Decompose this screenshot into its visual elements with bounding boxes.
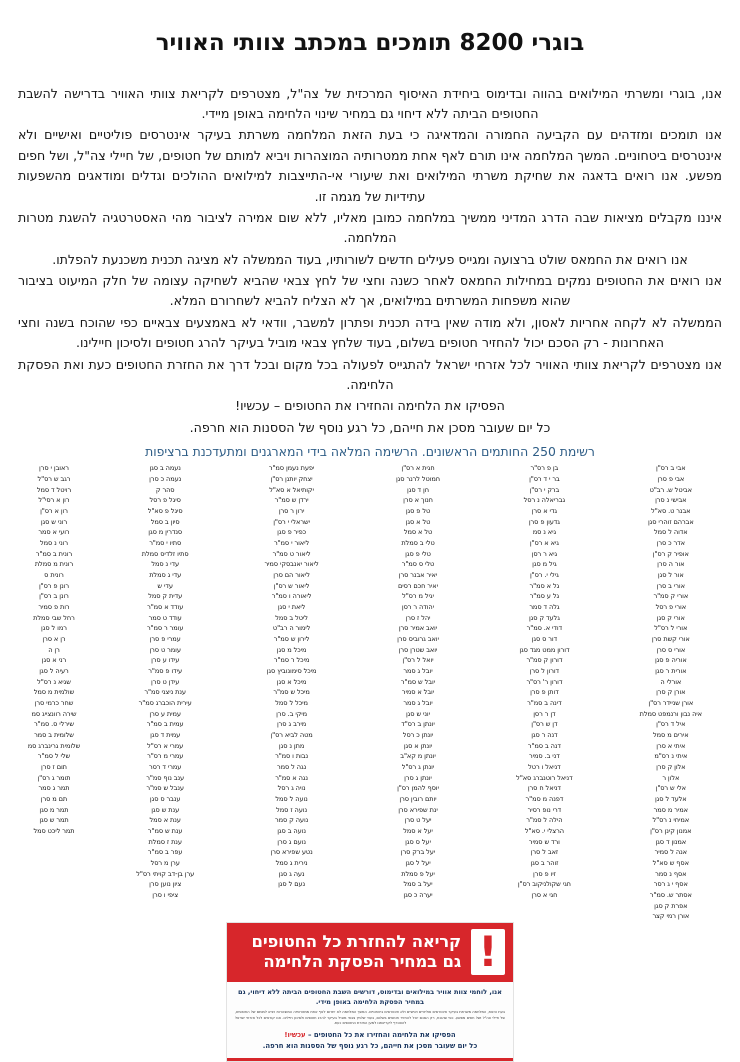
signer-name: נועה ל סמל	[275, 795, 308, 804]
signer-name: נירית ג סמל	[275, 859, 308, 868]
signer-name: נויה ג רסל	[277, 784, 306, 793]
signer-name: דפנה מ סמ"ר	[525, 795, 564, 804]
signer-name: מיכל א סגן	[276, 677, 307, 686]
signers-column	[355, 463, 481, 901]
signer-name: אסף ש סא"ל	[652, 859, 689, 868]
signer-name: חן ד סגן	[407, 485, 429, 494]
signer-name: דני ב. סמיר	[529, 752, 560, 761]
signer-name: אורית ר סגן	[655, 666, 687, 675]
signers-column	[481, 463, 607, 901]
signer-name: יואב אמיר סרן	[398, 624, 438, 633]
signer-name: שלומית גרינברג סמ	[27, 741, 81, 750]
signer-name: נגה ל סמר	[276, 763, 307, 772]
signer-name: רוני נ סמל	[39, 538, 68, 547]
signer-name: עמרי ד רסר	[149, 763, 182, 772]
document-page	[0, 15, 740, 1062]
signer-name: עמית ב סמ"ר	[146, 720, 184, 729]
signer-name: מיכל ר סמ"ר	[273, 656, 310, 665]
signer-name: ליאורה ו סמ"ר	[271, 592, 312, 601]
signer-name: ענבל ש סמ"ר	[146, 784, 184, 793]
signer-name: לימור ה רב"ט	[272, 624, 311, 633]
signer-name: אורן שניידר רס"ן	[648, 698, 694, 707]
poster-headline-bar	[227, 923, 513, 982]
signer-name: יונתן ב רס"ד	[401, 720, 435, 729]
signer-name: אורן ק סרן	[656, 688, 686, 697]
signer-name: מתן נ סגן	[278, 741, 305, 750]
signer-name: ענת ש סגן	[151, 805, 180, 814]
signer-name: סיון ב סמל	[150, 517, 180, 526]
signer-name: יערה כ סגן	[403, 891, 433, 900]
signer-name: רונית מ סמלת	[34, 560, 74, 569]
signer-name: ענבר ס סגן	[149, 795, 181, 804]
signer-name: איה נבון ורנמפט סמלת	[639, 709, 702, 718]
signers-column	[608, 463, 734, 922]
signers-column	[6, 463, 102, 837]
signer-name: יפעת נעמן סמ"ר	[268, 464, 315, 473]
signer-name: נועם ג סרן	[277, 837, 306, 846]
signer-name: יצחק יותנן רס"ן	[270, 474, 313, 483]
signer-name: אורי קשת סרן	[651, 634, 690, 643]
signer-name: סתיו י סמ"ר	[149, 538, 182, 547]
signer-name: טלי פ סגן	[405, 549, 431, 558]
letter-paragraph: אנו תומכים ומזדהים עם הקביעה החמורה והמדאיגה כי בעת הזאת המלחמה משרתת בעיקר אינטרסים פוליטיים ואישיים ולא אינטרסים ביטחוניים. המשך המלחמה אינו תורם לאף אחת ממטרותיה המוצהרות ויביא למותם של חטופים, של חיילי צה"ל, ושל חפים מפשע. אנו רואים בדאגה את שחיקת משרתי המילואים ואת שיעורי אי-התייצבות למילואים ההולכים וגדלים ומודאגים מהשפעות עתידיות של מגמה זו.	[18, 127, 722, 204]
signer-name: זיו פ סרן	[533, 869, 556, 878]
signer-name: אלון ר	[662, 773, 680, 782]
signer-name: יהל ז סרן	[405, 613, 431, 622]
letter-paragraph: אנו רואים את החטופים נמקים במחילות החמאס לאחר כשנה וחצי של לחץ צבאי שהביא לשחיקה עצומה של חלק המיעוט בציבור שהוא משפחות המשרתים במילואים, אך לא הצליח להביא לשחרורם המלא.	[18, 273, 722, 309]
signer-name: תום ז סרן	[41, 763, 67, 772]
signer-name: אבי ב רס"ן	[656, 464, 686, 473]
signer-name: יונתן ג סרן	[404, 773, 432, 782]
signers-column	[102, 463, 228, 901]
signer-name: עומר ר סמ"ר	[146, 624, 184, 633]
signer-name: דניאל ח סרן	[527, 784, 561, 793]
signer-name: שחר כרמי סרן	[34, 698, 74, 707]
signer-name: דינה ב סמ"ר	[527, 698, 562, 707]
signer-name: עומר ט סרן	[149, 645, 181, 654]
signer-name: שלי ל סמ"ר	[37, 752, 71, 761]
signer-name: ליאת י סגן	[277, 602, 306, 611]
signer-name: יאיר אבנר סרן	[398, 570, 438, 579]
signer-name: עמרי מ רס"ר	[147, 752, 184, 761]
signer-name: רונן ב רס"ן	[39, 592, 69, 601]
signer-name: נעם ל סגן	[278, 880, 306, 889]
signer-name: יעל ל סגן	[405, 859, 431, 868]
signer-name: אור ה סרן	[657, 560, 685, 569]
signer-name: יקותיאל א סא"ל	[269, 485, 314, 494]
signer-name: עפר ב סמ"ר	[147, 848, 183, 857]
signer-name: ערן בן-דב קויתי רס"ל	[136, 869, 195, 878]
signer-name: רונן פ רס"ן	[38, 581, 69, 590]
signer-name: דניאל רוטנברג סא"ל	[516, 773, 573, 782]
signer-name: טל א סגן	[405, 517, 431, 526]
signer-name: אורלי ה	[660, 677, 682, 686]
signer-name: עדי ג סמלת	[149, 570, 182, 579]
poster-lead-text: אנו, לוחמי צוות אוויר במילואים ובדימוס, דורשים השבת החטופים הביתה ללא דיחוי, גם במחיר הפסקת הלחימה באופן מידי.	[238, 987, 502, 1006]
signer-name: אורן רמי קצר	[652, 912, 690, 921]
letter-paragraph: הממשלה לא לקחה אחריות לאסון, ולא מודה שאין בידה תכנית ופתרון למשבר, וודאי לא באמצעים צבאיים כפי שהוכח בשנה וחצי האחרונות - רק הסכם יכול להחזיר חטופים בשלום, בעוד שלחץ צבאי מוביל בעיקר להרג חטופים ולסיכון חיילינו.	[18, 314, 722, 351]
signer-name: רונית ב סמ"ר	[35, 549, 73, 558]
signer-name: תמר ליכט סמל	[33, 827, 75, 836]
signer-name: גיא נ סמ	[532, 528, 557, 537]
signer-name: יעל א סמל	[403, 827, 433, 836]
signer-name: אורי ל רס"ל	[654, 624, 688, 633]
signer-name: אמיחי נ רס"ל	[652, 816, 690, 825]
signer-name: מיקי ב. סרן	[276, 709, 308, 718]
signer-name: יואב גרוביס סרן	[397, 634, 439, 643]
poster-banner	[226, 922, 514, 1062]
signer-name: ענת א סמל	[149, 816, 181, 825]
signer-name: יאיר חכם רסים	[397, 581, 438, 590]
signer-name: רון א רסי"ל	[38, 496, 70, 505]
signer-name: דורון ק סמ"ר	[526, 656, 563, 665]
signer-name: רוני ש סגן	[40, 517, 68, 526]
signer-name: בר י ד רס"ן	[529, 474, 560, 483]
poster-bottom-strip	[227, 1058, 513, 1061]
signer-name: דן ר רסן	[533, 709, 556, 718]
signer-name: יוני ש סגן	[405, 709, 430, 718]
signer-name: יעל פ סמלת	[401, 869, 435, 878]
signer-name: עידן ט סרן	[151, 677, 180, 686]
signer-name: דור ס סגן	[531, 634, 558, 643]
poster-cta-line-2: כל יום שעובר מסכן את חייהם, כל רגע נוסף של הססנות הוא חרפה.	[262, 1041, 478, 1050]
signer-name: אורי פ רסל	[655, 602, 687, 611]
signer-name: איתי נ רס"מ	[654, 752, 688, 761]
signer-name: דרי נופ רסיר	[527, 805, 562, 814]
signer-name: סהר ק	[155, 485, 175, 494]
signer-name: יעל ב סמל	[403, 880, 433, 889]
signer-name: רני א סגן	[41, 656, 67, 665]
signer-name: גל ע סמ"ר	[529, 592, 560, 601]
signer-name: תומר ג רס"ן	[37, 773, 71, 782]
poster-cta-accent: עכשיו!	[284, 1031, 306, 1039]
signer-name: נועה ז סמל	[276, 805, 307, 814]
signer-name: אבי פ סרן	[657, 474, 685, 483]
signer-name: רויטל ד סמל	[36, 485, 72, 494]
signer-name: יואב שטרן סרן	[398, 645, 438, 654]
signer-name: חנוך א סרן	[403, 496, 433, 505]
signer-name: אופיר ק רס"ן	[652, 549, 689, 558]
signer-name: הרצלי י. סא"ל	[524, 827, 564, 836]
signer-name: ציפי ו סרן	[152, 891, 179, 900]
signer-name: מיכל ל סמל	[275, 698, 308, 707]
signer-name: אדר כ סרן	[656, 538, 685, 547]
letter-paragraph: אנו רואים את החמאס שולט ברצועה ומגייס פעילים חדשים לשורותיו, בעוד הממשלה לא מציגה תכנית משכנעת להפלתו.	[52, 251, 688, 267]
signer-name: חגי א סרן	[531, 891, 558, 900]
signer-name: רן ה	[48, 645, 60, 654]
signer-name: שירה רוונצייג סמ	[31, 709, 77, 718]
signer-name: אורי ס סרן	[656, 645, 686, 654]
signer-name: טלי ב סמלת	[401, 538, 435, 547]
signer-name: רמו ל סגן	[41, 624, 67, 633]
signer-name: גיל מ סגן	[532, 560, 557, 569]
signer-name: ברק י רס"ן	[529, 485, 560, 494]
signer-name: רון א רס"ן	[40, 506, 68, 515]
signer-name: ראובן י סרן	[39, 464, 69, 473]
signer-name: לירון ש סמ"ר	[273, 634, 310, 643]
signer-name: חגית א רס"ן	[401, 464, 435, 473]
letter-body	[0, 80, 740, 439]
signer-name: עידו פ סמ"ר	[148, 666, 183, 675]
signer-name: עדי נ סמל	[151, 560, 179, 569]
signer-name: יעל ברק סרן	[400, 848, 436, 857]
signer-name: ינת שפירא סרן	[398, 805, 438, 814]
signer-name: עידו ע סרן	[151, 656, 180, 665]
signer-name: נבות ו סמ"ר	[275, 752, 309, 761]
signers-column	[228, 463, 354, 890]
signer-name: מיכל ש סמ"ר	[273, 688, 310, 697]
signer-name: אמיר מ סמר	[653, 805, 688, 814]
signer-name: גלה ד סמר	[529, 602, 560, 611]
signer-name: ירון ר סרן	[278, 506, 305, 515]
signer-name: עדי ש	[157, 581, 173, 590]
signer-name: יובל ג סמר	[403, 666, 433, 675]
signer-name: רגב ש רס"ל	[37, 474, 71, 483]
signer-name: יגיל מ רס"ל	[402, 592, 434, 601]
signer-name: דורון ממט מגד סגן	[519, 645, 570, 654]
signer-name: אוריה פ סגן	[654, 656, 687, 665]
signer-name: יונתן כ רסל	[402, 731, 434, 739]
signer-name: עמרי א רס"ל	[147, 741, 184, 750]
signer-name: אבנר ט. סא"ל	[651, 506, 691, 515]
signer-name: אור ל סגן	[657, 570, 684, 579]
signer-name: יונתן ג רס"ל	[401, 763, 435, 772]
signer-name: ישראלי י רס"ן	[273, 517, 310, 526]
signer-name: נעמה כ סרן	[149, 474, 182, 483]
letter-paragraph: איננו מקבלים מציאות שבה הדרג המדיני ממשיך במלחמה כמובן מאליו, ללא שום אמירה לציבור מהי האסטרטגיה להשגת מטרות המלחמה.	[18, 209, 722, 246]
signer-name: יונתן א סגן	[403, 741, 433, 750]
signer-name: אביטל ש. רב"ט	[649, 485, 692, 494]
signer-name: נועה ק סמר	[274, 816, 309, 825]
signer-name: ענת ניצני סמ"ר	[144, 688, 186, 697]
signer-name: דנה ב סמ"ר	[527, 741, 561, 750]
signer-name: אלון ק סרן	[656, 763, 686, 772]
signer-name: יותם רובין סרן	[399, 795, 437, 804]
signer-name: דניאל ו רטל	[528, 763, 561, 772]
signer-name: דודי א. סמ"ר	[526, 624, 563, 633]
signer-name: דורון ל סרן	[529, 666, 560, 675]
signer-name: ורד ש סמיר	[528, 837, 560, 846]
signer-name: גדעון פ סרן	[528, 517, 560, 526]
signer-name: אנה ל סמיר	[654, 848, 687, 857]
letter-paragraph: אנו מצטרפים לקריאת צוותי האוויר לכל אזרחי ישראל להתגייס לפעולה בכל מקום ובכל דרך את החזרת החטופים כעת ואת הפסקת הלחימה.	[18, 356, 722, 393]
signer-name: אפרת ק סגן	[654, 901, 688, 910]
signer-name: גלעד ק סגן	[528, 613, 560, 622]
signer-name: תמר ג סמר	[38, 784, 70, 793]
signer-name: גבריאלה נ רסל	[523, 496, 566, 505]
poster-headline-line-1: קריאה להחזרת כל החטופים	[251, 932, 461, 952]
poster-headline	[235, 932, 463, 971]
signer-name: שלומית ב סמר	[34, 731, 74, 739]
signer-name: יהודה ר רסן	[401, 602, 435, 611]
signer-name: סתיו זלדיס סמלת	[141, 549, 189, 558]
signer-name: זאב ל סרן	[530, 848, 559, 857]
signer-name: אברהם זוהרי סגן	[647, 517, 694, 526]
signer-name: עמרי פ סרן	[149, 634, 181, 643]
signer-name: גיא א רס"ן	[529, 538, 559, 547]
signer-name: יובל א סמיר	[401, 688, 435, 697]
poster-banner-holder	[0, 922, 740, 1062]
signer-name: אורי ק סמ"ר	[653, 592, 689, 601]
poster-cta-main: הפסיקו את הלחימה והחזירו את כל החטופים –	[305, 1031, 456, 1039]
letter-paragraph: אנו, בוגרי ומשרתי המילואים בהווה ובדימוס ביחידת האיסוף המרכזית של צה"ל, מצטרפים לקריאת צוותי האוויר בדרישה להשבת החטופים הביתה ללא דיחוי גם במחיר שינוי הלחימה באופן מיידי.	[18, 85, 722, 121]
page-title: בוגרי 8200 תומכים במכתב צוותי האוויר	[155, 30, 585, 57]
signer-name: דותן פ סרן	[530, 688, 559, 697]
signer-name: אבישי נ סרן	[655, 496, 687, 505]
signer-name: גילי י. רס"ן	[529, 570, 559, 579]
signer-name: מיכל סימונוביץ סגן	[266, 666, 317, 675]
signer-name: נגה א סמ"ר	[275, 773, 308, 782]
signer-name: תמר ש סגן	[39, 816, 69, 825]
signer-name: דורון ר' רס"ר	[526, 677, 563, 686]
signer-name: רן א סרן	[42, 634, 66, 643]
signer-name: ירדן ש סמ"ר	[274, 496, 309, 505]
signer-name: טל א סמל	[403, 528, 433, 537]
signer-name: ענב נוף סמ"ר	[146, 773, 185, 782]
signer-name: מירב ג סרן	[276, 720, 307, 729]
signer-name: טלי ס סמ"ר	[401, 560, 435, 569]
poster-fine-print: בעת הזאת, המלחמה משרתת בעיקר אינטרסים פוליטיים ואישיים ולא אינטרסים ביטחוניים. המשך המלחמה לא יתרום לאף אחת ממטרותיה המוצהרות ויביא למותם של החטופים, של חיילי צה"ל ושל חפים מפשע. כפי שהוכח, רק הסכם יכול להחזיר חטופים בשלום, בעוד שלחץ צבאי מוביל בעיקר להרג חטופים ולסיכון חיילינו. אנו קוראים לכל אזרחי ישראל להצטרף לקריאתנו למען החזרת החטופים כעת.	[235, 1010, 505, 1025]
signer-name: בן פ רס"ר	[530, 464, 559, 473]
signer-name: מיכל מ סגן	[276, 645, 307, 654]
signer-name: ליטל ב סמל	[275, 613, 308, 622]
signer-name: עירית הוכברג סמ"ר	[138, 698, 192, 707]
signer-name: איתי א סרן	[656, 741, 686, 750]
signer-name: אדוה ל סמל	[654, 528, 688, 537]
signer-name: ליאור ט סמ"ר	[272, 549, 311, 558]
signer-name: כפיר פ סגן	[277, 528, 307, 537]
signer-name: ערן מ רסל	[150, 859, 180, 868]
signer-name: יונתן מ קא"ב	[400, 752, 436, 761]
signer-name: ליאור יאנבסקי סמיר	[264, 560, 319, 569]
signer-name: סיגל פ סא"ל	[147, 506, 183, 515]
signer-name: גיא ר רסן	[531, 549, 558, 558]
signer-name: אלעד ל סגן	[654, 795, 687, 804]
signer-name: רות פ סמיר	[38, 602, 70, 611]
exclamation-icon: !	[471, 929, 505, 975]
signer-name: אמנון ד סגן	[655, 837, 687, 846]
signer-name: דנה ר סגן	[531, 731, 558, 739]
signer-name: עמית ד סגן	[150, 731, 181, 739]
letter-closing-line: כל יום שעובר מסכן את חייהם, כל רגע נוסף של הססנות הוא חרפה.	[189, 419, 551, 435]
signer-name: אורי ב סרן	[656, 581, 685, 590]
signer-name: ענת ז סמלת	[148, 837, 182, 846]
signer-name: סנדרין מ סגן	[148, 528, 183, 537]
signer-name: שירלי ס. סמ"ר	[34, 720, 74, 729]
signer-name: ליאור ש רס"ן	[273, 581, 310, 590]
signer-name: אמנון קינן רס"ן	[650, 827, 692, 836]
signer-name: שגיא נ רס"ל	[37, 677, 71, 686]
signers-list-header: רשימת 250 החותמים הראשונים. הרשימה המלאה בידי המארגנים ומתעדכנת ברציפות	[145, 444, 595, 460]
letter-call-to-action: הפסיקו את הלחימה והחזירו את החטופים – עכשיו!	[235, 398, 505, 414]
signer-name: ציון נוען סרן	[149, 880, 182, 889]
signer-name: גדי א סרן	[531, 506, 558, 515]
signer-name: מטה לביא רס"ן	[270, 731, 313, 739]
signer-name: רחל שבי סמלת	[33, 613, 75, 622]
poster-headline-line-2: גם במחיר הפסקת הלחימה	[263, 951, 461, 971]
signer-name: זוהר ב סגן	[530, 859, 559, 868]
signer-name: רונית ס	[44, 570, 64, 579]
signer-name: נועה ב סגן	[277, 827, 306, 836]
signer-name: ליאור י סמ"ר	[274, 538, 310, 547]
signer-name: גל א סמ"ר	[529, 581, 560, 590]
signer-name: נטע שפירא סרן	[270, 848, 313, 857]
signer-name: יובל ש סמ"ר	[400, 677, 436, 686]
signer-name: תם מ סרן	[40, 795, 68, 804]
signers-columns	[6, 463, 734, 922]
signer-name: עודד א סמ"ר	[147, 602, 184, 611]
signer-name: חמוטל לרנר סגן	[395, 474, 440, 483]
signer-name: יעל ט סרן	[404, 816, 432, 825]
signer-name: רועי א סמר	[38, 528, 70, 537]
signer-name: הילה ל סמ"ר	[526, 816, 563, 825]
signer-name: רעיה ל סגן	[39, 666, 69, 675]
signer-name: אסף נ סמר	[655, 869, 687, 878]
signer-name: יוסף להמן רס"ן	[397, 784, 439, 793]
signer-name: עמית ע סרן	[149, 709, 181, 718]
signer-name: חגי שקולניקוב רס"ן	[517, 880, 571, 889]
signer-name: דן ש רס"ן	[531, 720, 558, 729]
signer-name: סיגל פ רסל	[149, 496, 181, 505]
signer-name: אירים מ סמל	[653, 731, 689, 739]
signer-name: אסף י ג רסר	[653, 880, 688, 889]
signer-name: ליאור הם סרן	[273, 570, 310, 579]
signer-name: עודד ט סמר	[148, 613, 182, 622]
signer-name: טל פ סגן	[405, 506, 431, 515]
signer-name: שולמית מ סמל	[33, 688, 75, 697]
signer-name: יואל ל רס"ן	[402, 656, 434, 665]
signer-name: אורי ק סגן	[656, 613, 685, 622]
signer-name: נעה ג סגן	[278, 869, 305, 878]
poster-cta-line-1	[235, 1030, 505, 1041]
signer-name: עדית ק סמל	[148, 592, 183, 601]
signer-name: אלי ש רס"ן	[655, 784, 686, 793]
poster-cta	[235, 1030, 505, 1051]
signer-name: איל ד רס"ן	[656, 720, 686, 729]
signer-name: אסתר ש. סמ"ר	[649, 891, 692, 900]
signer-name: תמר מ סגן	[39, 805, 69, 814]
signer-name: יובל ג סמר	[403, 698, 433, 707]
signer-name: ענת ש סמ"ר	[147, 827, 183, 836]
signer-name: יעל ס סגן	[405, 837, 431, 846]
signers-list	[0, 461, 740, 922]
signer-name: נעמה ב סגן	[149, 464, 181, 473]
